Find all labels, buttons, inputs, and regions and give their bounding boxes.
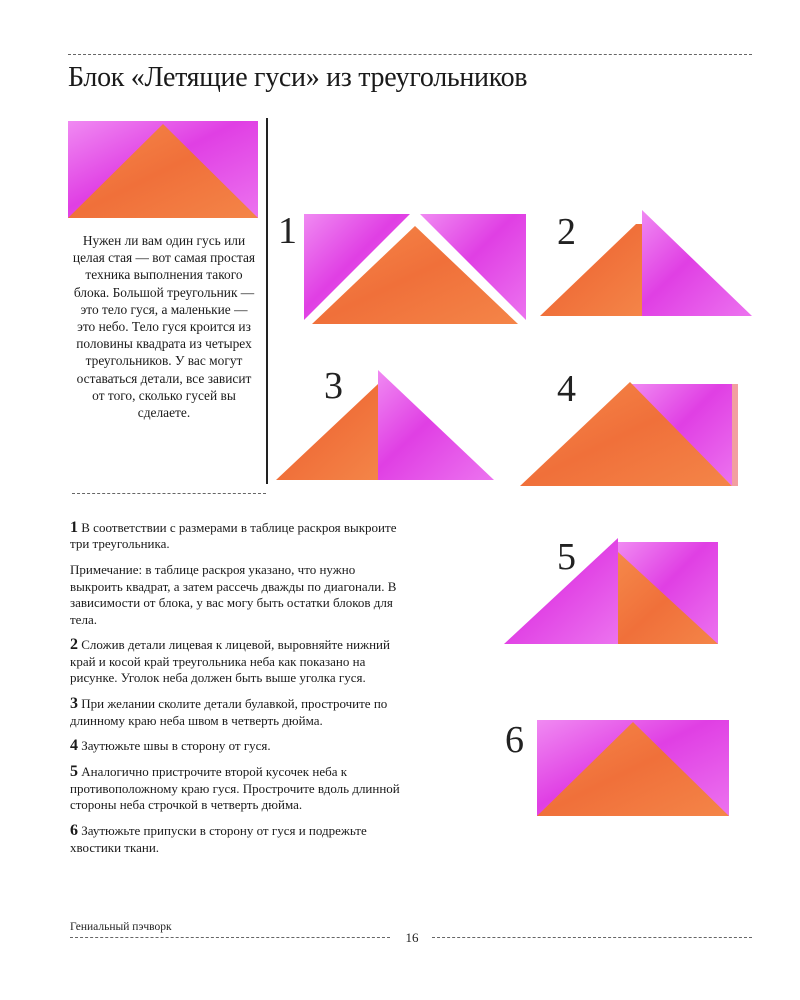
step-2-diagram	[540, 208, 756, 320]
step-number-5: 5	[557, 536, 576, 578]
goose-piece	[276, 384, 378, 480]
step-number-4: 4	[557, 368, 576, 410]
instruction-2: 2 Сложив детали лицевая к лицевой, выровняйте нижний край и косой край треугольника неба как показано на рисунке. Уголок неба должен быть выше уголка гуся.	[70, 636, 390, 686]
step-3-diagram	[274, 365, 496, 484]
intro-paragraph: Нужен ли вам один гусь или целая стая — вот самая простая техника выполнения такого блока. Большой треугольник — это тело гуся, а маленькие — это небо. Тело гуся кроится из половины квадрата из четырех треугольников. У вас могут оставаться детали, все зависит от того, сколько гусей вы сделаете.	[72, 233, 256, 421]
step-number-2: 2	[557, 211, 576, 253]
footer-dashed-rule-left	[70, 937, 390, 938]
section-dashed-rule	[72, 493, 266, 494]
step-number-1: 1	[278, 210, 297, 252]
instruction-6: 6 Заутюжьте припуски в сторону от гуся и подрежьте хвостики ткани.	[70, 822, 367, 855]
seam-edge	[732, 384, 738, 486]
step-number-3: 3	[324, 365, 343, 407]
instruction-3: 3 При желании сколите детали булавкой, прострочите по длинному краю неба швом в четверть дюйма.	[70, 695, 388, 728]
step-6-diagram	[537, 720, 731, 820]
top-dashed-rule	[68, 54, 752, 55]
instructions-list	[70, 520, 410, 865]
sky-piece	[642, 210, 752, 316]
step-4-diagram	[518, 378, 744, 490]
finished-block-image	[68, 121, 258, 218]
page-title: Блок «Летящие гуси» из треугольников	[68, 62, 528, 93]
sky-piece-left	[504, 538, 618, 644]
footer-dashed-rule-right	[432, 937, 752, 938]
step-1-diagram	[300, 212, 532, 326]
sky-piece	[378, 370, 494, 480]
instruction-note: Примечание: в таблице раскроя указано, что нужно выкроить квадрат, а затем рассечь дважды по диагонали. В зависимости от блока, у вас могу быть остатки блоков для тела.	[70, 562, 397, 627]
goose-piece	[540, 224, 642, 316]
step-number-6: 6	[505, 719, 524, 761]
instruction-1: 1 В соответствии с размерами в таблице раскроя выкроите три треугольника.	[70, 519, 397, 552]
instruction-4: 4 Заутюжьте швы в сторону от гуся.	[70, 737, 271, 755]
instruction-5: 5 Аналогично пристрочите второй кусочек неба к противоположному краю гуся. Прострочите вдоль длинной стороны неба строчкой в четверть дюйма.	[70, 763, 400, 813]
page-number: 16	[405, 930, 419, 945]
footer-book-title: Гениальный пэчворк	[70, 921, 172, 933]
vertical-divider	[266, 118, 268, 484]
step-5-diagram	[502, 536, 724, 648]
